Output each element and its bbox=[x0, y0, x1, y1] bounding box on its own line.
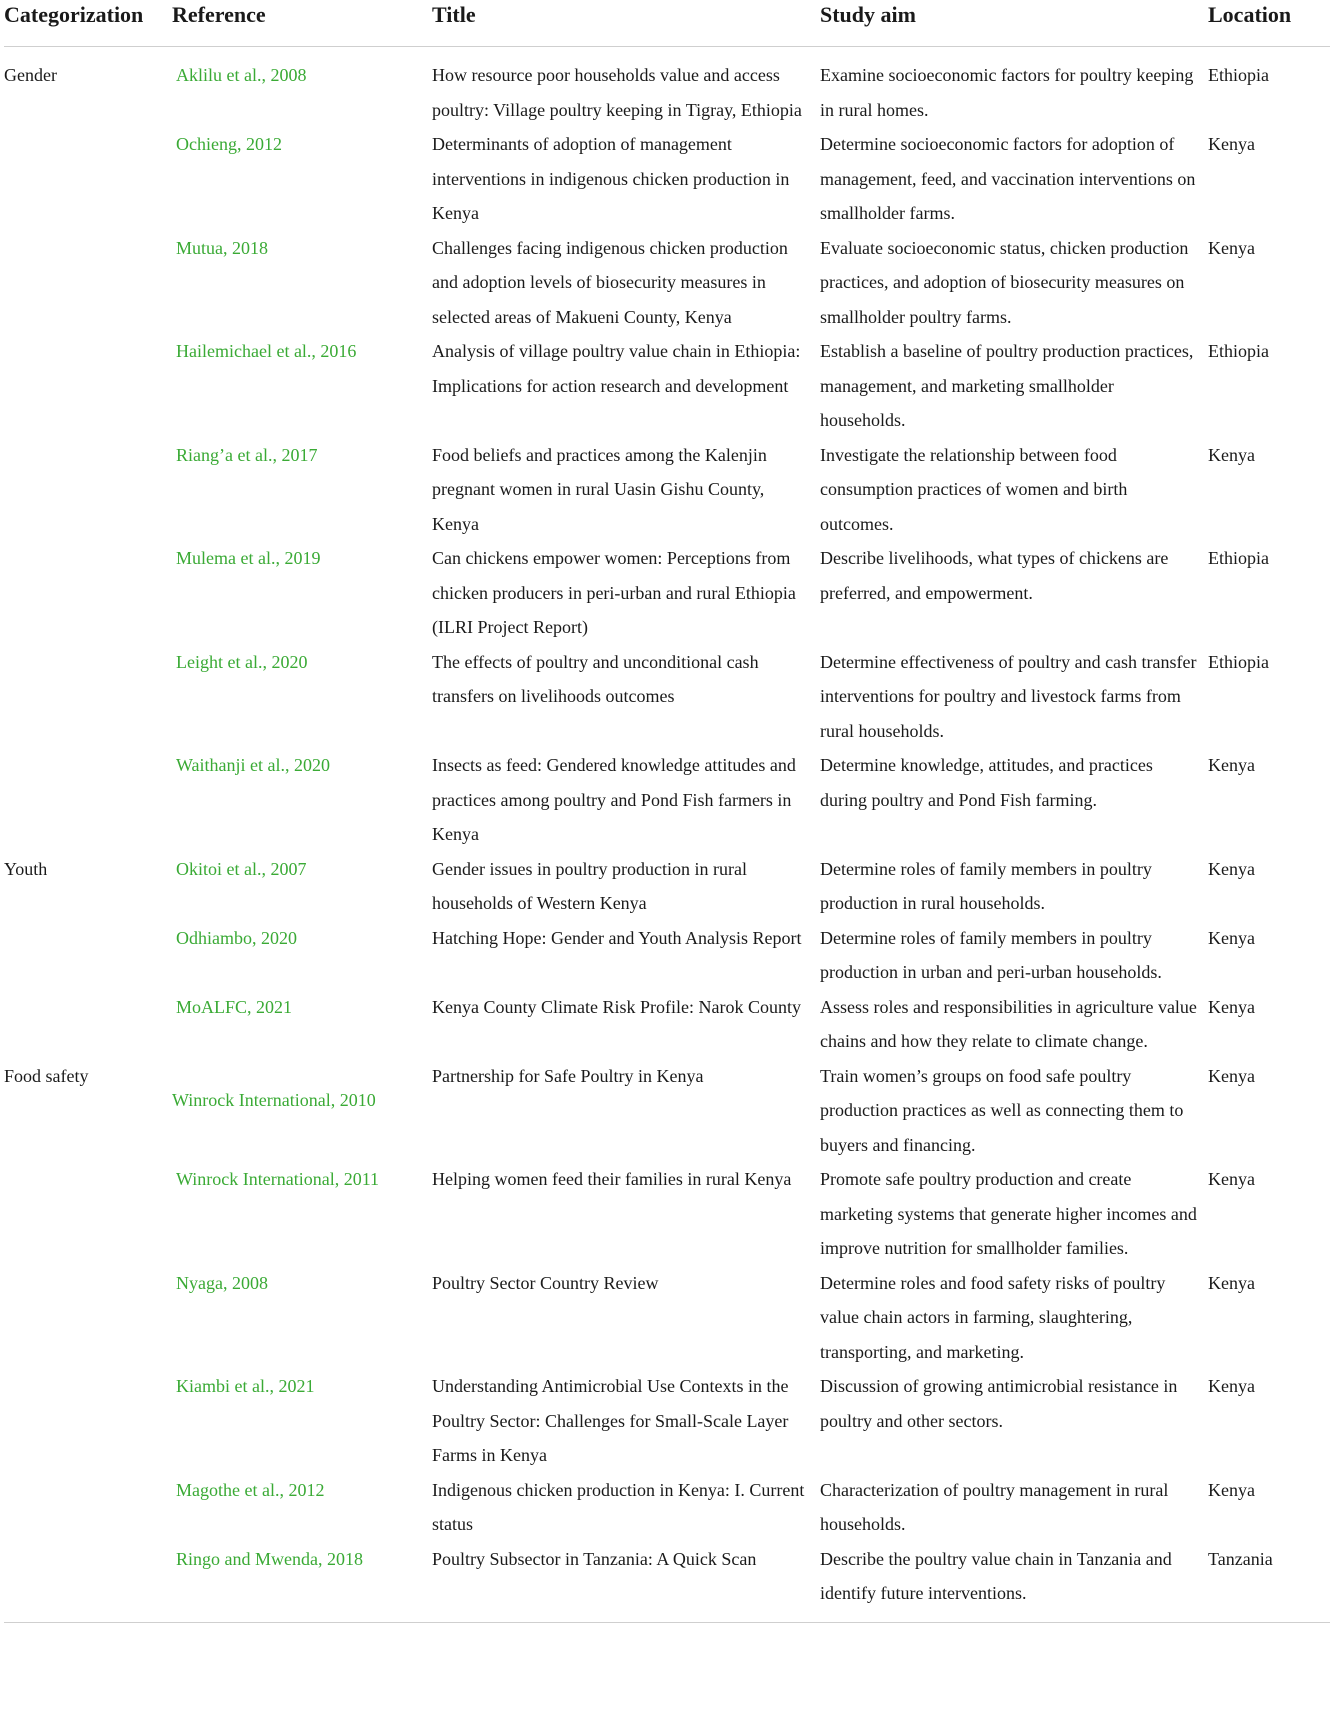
table-row bbox=[4, 1473, 1330, 1542]
cell-title: Hatching Hope: Gender and Youth Analysis Report bbox=[432, 927, 802, 948]
cell-study-aim: Characterization of poultry management in rural households. bbox=[820, 1479, 1169, 1534]
reference-link[interactable]: Okitoi et al., 2007 bbox=[176, 858, 307, 879]
reference-link[interactable]: Ringo and Mwenda, 2018 bbox=[176, 1548, 363, 1569]
cell-location: Kenya bbox=[1208, 1479, 1255, 1500]
cell-location: Kenya bbox=[1208, 1272, 1255, 1293]
cell-category bbox=[4, 231, 172, 335]
cell-category bbox=[4, 748, 172, 852]
cell-location: Kenya bbox=[1208, 996, 1255, 1017]
cell-study-aim: Discussion of growing antimicrobial resistance in poultry and other sectors. bbox=[820, 1376, 1178, 1431]
cell-study-aim: Examine socioeconomic factors for poultry keeping in rural homes. bbox=[820, 65, 1194, 120]
cell-study-aim: Determine effectiveness of poultry and cash transfer interventions for poultry and livestock farms from rural households. bbox=[820, 651, 1197, 741]
cell-study-aim: Determine roles and food safety risks of poultry value chain actors in farming, slaughtering, transporting, and marketing. bbox=[820, 1272, 1166, 1362]
table-row bbox=[4, 1059, 1330, 1163]
cell-study-aim: Describe livelihoods, what types of chickens are preferred, and empowerment. bbox=[820, 548, 1169, 603]
cell-category bbox=[4, 645, 172, 749]
cell-title: Challenges facing indigenous chicken production and adoption levels of biosecurity measures in selected areas of Makueni County, Kenya bbox=[432, 237, 788, 327]
cell-title: Partnership for Safe Poultry in Kenya bbox=[432, 1065, 704, 1086]
cell-location: Kenya bbox=[1208, 1376, 1255, 1396]
table-row bbox=[4, 645, 1330, 749]
table-row bbox=[4, 541, 1330, 645]
cell-location: Kenya bbox=[1208, 237, 1255, 258]
cell-category bbox=[4, 1266, 172, 1370]
header-study-aim: Study aim bbox=[820, 0, 1208, 47]
cell-title: Kenya County Climate Risk Profile: Narok County bbox=[432, 996, 801, 1017]
cell-title: Gender issues in poultry production in rural households of Western Kenya bbox=[432, 858, 747, 913]
cell-title: Can chickens empower women: Perceptions from chicken producers in peri-urban and rural Ethiopia (ILRI Project Report) bbox=[432, 548, 796, 637]
cell-location: Kenya bbox=[1208, 444, 1255, 465]
cell-title: How resource poor households value and access poultry: Village poultry keeping in Tigray, Ethiopia bbox=[432, 65, 802, 120]
reference-link[interactable]: Riang’a et al., 2017 bbox=[176, 444, 318, 465]
header-reference: Reference bbox=[172, 0, 432, 47]
cell-study-aim: Determine socioeconomic factors for adoption of management, feed, and vaccination interventions on smallholder farms. bbox=[820, 134, 1196, 223]
cell-location: Ethiopia bbox=[1208, 651, 1269, 672]
cell-title: Poultry Subsector in Tanzania: A Quick Scan bbox=[432, 1548, 757, 1569]
reference-link[interactable]: MoALFC, 2021 bbox=[176, 996, 293, 1017]
cell-category bbox=[4, 438, 172, 542]
cell-study-aim: Investigate the relationship between food consumption practices of women and birth outcomes. bbox=[820, 444, 1128, 534]
header-categorization: Categorization bbox=[4, 0, 172, 47]
cell-title: Indigenous chicken production in Kenya: I. Current status bbox=[432, 1479, 805, 1534]
table-header-row bbox=[4, 0, 1330, 47]
cell-category: Food safety bbox=[4, 1065, 89, 1086]
cell-study-aim: Establish a baseline of poultry production practices, management, and marketing smallholder households. bbox=[820, 341, 1194, 430]
cell-study-aim: Promote safe poultry production and create marketing systems that generate higher incomes and improve nutrition for smallholder families. bbox=[820, 1169, 1197, 1258]
cell-title: Helping women feed their families in rural Kenya bbox=[432, 1169, 792, 1189]
table-row bbox=[4, 921, 1330, 990]
cell-title: Analysis of village poultry value chain in Ethiopia: Implications for action research and development bbox=[432, 341, 801, 396]
cell-category bbox=[4, 921, 172, 990]
cell-category: Youth bbox=[4, 858, 48, 879]
table-row bbox=[4, 990, 1330, 1059]
cell-study-aim: Determine knowledge, attitudes, and practices during poultry and Pond Fish farming. bbox=[820, 755, 1153, 810]
reference-link[interactable]: Nyaga, 2008 bbox=[176, 1272, 268, 1293]
reference-link[interactable]: Magothe et al., 2012 bbox=[176, 1479, 325, 1500]
cell-location: Kenya bbox=[1208, 1065, 1255, 1086]
literature-table bbox=[4, 0, 1330, 1622]
reference-link[interactable]: Mulema et al., 2019 bbox=[176, 548, 321, 568]
table-row bbox=[4, 1542, 1330, 1622]
cell-location: Ethiopia bbox=[1208, 548, 1269, 568]
reference-link[interactable]: Odhiambo, 2020 bbox=[176, 927, 297, 948]
cell-title: Food beliefs and practices among the Kalenjin pregnant women in rural Uasin Gishu County, Kenya bbox=[432, 444, 767, 534]
literature-table-container bbox=[4, 0, 1330, 1623]
cell-category bbox=[4, 1542, 172, 1622]
cell-category bbox=[4, 1162, 172, 1266]
cell-location: Tanzania bbox=[1208, 1548, 1273, 1569]
cell-title: Understanding Antimicrobial Use Contexts in the Poultry Sector: Challenges for Small-Scale Layer Farms in Kenya bbox=[432, 1376, 789, 1465]
table-row bbox=[4, 1162, 1330, 1266]
table-row bbox=[4, 852, 1330, 921]
table-row bbox=[4, 127, 1330, 231]
header-location: Location bbox=[1208, 0, 1330, 47]
cell-study-aim: Assess roles and responsibilities in agriculture value chains and how they relate to climate change. bbox=[820, 996, 1197, 1051]
table-row bbox=[4, 438, 1330, 542]
reference-link[interactable]: Mutua, 2018 bbox=[176, 237, 268, 258]
cell-study-aim: Describe the poultry value chain in Tanzania and identify future interventions. bbox=[820, 1548, 1172, 1603]
cell-location: Kenya bbox=[1208, 927, 1255, 948]
cell-location: Ethiopia bbox=[1208, 65, 1269, 85]
cell-title: The effects of poultry and unconditional cash transfers on livelihoods outcomes bbox=[432, 651, 759, 706]
cell-category bbox=[4, 1473, 172, 1542]
cell-category bbox=[4, 334, 172, 438]
cell-study-aim: Train women’s groups on food safe poultry production practices as well as connecting them to buyers and financing. bbox=[820, 1065, 1184, 1155]
reference-link[interactable]: Winrock International, 2011 bbox=[176, 1169, 380, 1189]
cell-location: Kenya bbox=[1208, 755, 1255, 775]
reference-link[interactable]: Waithanji et al., 2020 bbox=[176, 755, 331, 775]
cell-study-aim: Determine roles of family members in poultry production in rural households. bbox=[820, 858, 1152, 913]
reference-link[interactable]: Aklilu et al., 2008 bbox=[176, 65, 307, 85]
cell-study-aim: Determine roles of family members in poultry production in urban and peri-urban households. bbox=[820, 927, 1162, 982]
cell-title: Determinants of adoption of management interventions in indigenous chicken production in Kenya bbox=[432, 134, 790, 223]
cell-location: Ethiopia bbox=[1208, 341, 1269, 361]
cell-category bbox=[4, 990, 172, 1059]
table-row bbox=[4, 334, 1330, 438]
reference-link[interactable]: Winrock International, 2010 bbox=[172, 1089, 376, 1110]
cell-category bbox=[4, 1369, 172, 1473]
reference-link[interactable]: Hailemichael et al., 2016 bbox=[176, 341, 357, 361]
table-row bbox=[4, 1266, 1330, 1370]
table-row bbox=[4, 47, 1330, 128]
header-title: Title bbox=[432, 0, 820, 47]
table-bottom-rule bbox=[4, 1622, 1330, 1623]
reference-link[interactable]: Kiambi et al., 2021 bbox=[176, 1376, 315, 1396]
cell-location: Kenya bbox=[1208, 858, 1255, 879]
cell-category bbox=[4, 127, 172, 231]
table-row bbox=[4, 1369, 1330, 1473]
reference-link[interactable]: Ochieng, 2012 bbox=[176, 134, 282, 154]
table-row bbox=[4, 231, 1330, 335]
table-row bbox=[4, 748, 1330, 852]
cell-title: Poultry Sector Country Review bbox=[432, 1272, 659, 1293]
cell-location: Kenya bbox=[1208, 134, 1255, 154]
cell-study-aim: Evaluate socioeconomic status, chicken production practices, and adoption of biosecurity measures on smallholder poultry farms. bbox=[820, 237, 1189, 327]
cell-title: Insects as feed: Gendered knowledge attitudes and practices among poultry and Pond Fish farmers in Kenya bbox=[432, 755, 796, 844]
cell-category: Gender bbox=[4, 65, 57, 85]
cell-location: Kenya bbox=[1208, 1169, 1255, 1189]
reference-link[interactable]: Leight et al., 2020 bbox=[176, 651, 308, 672]
cell-category bbox=[4, 541, 172, 645]
